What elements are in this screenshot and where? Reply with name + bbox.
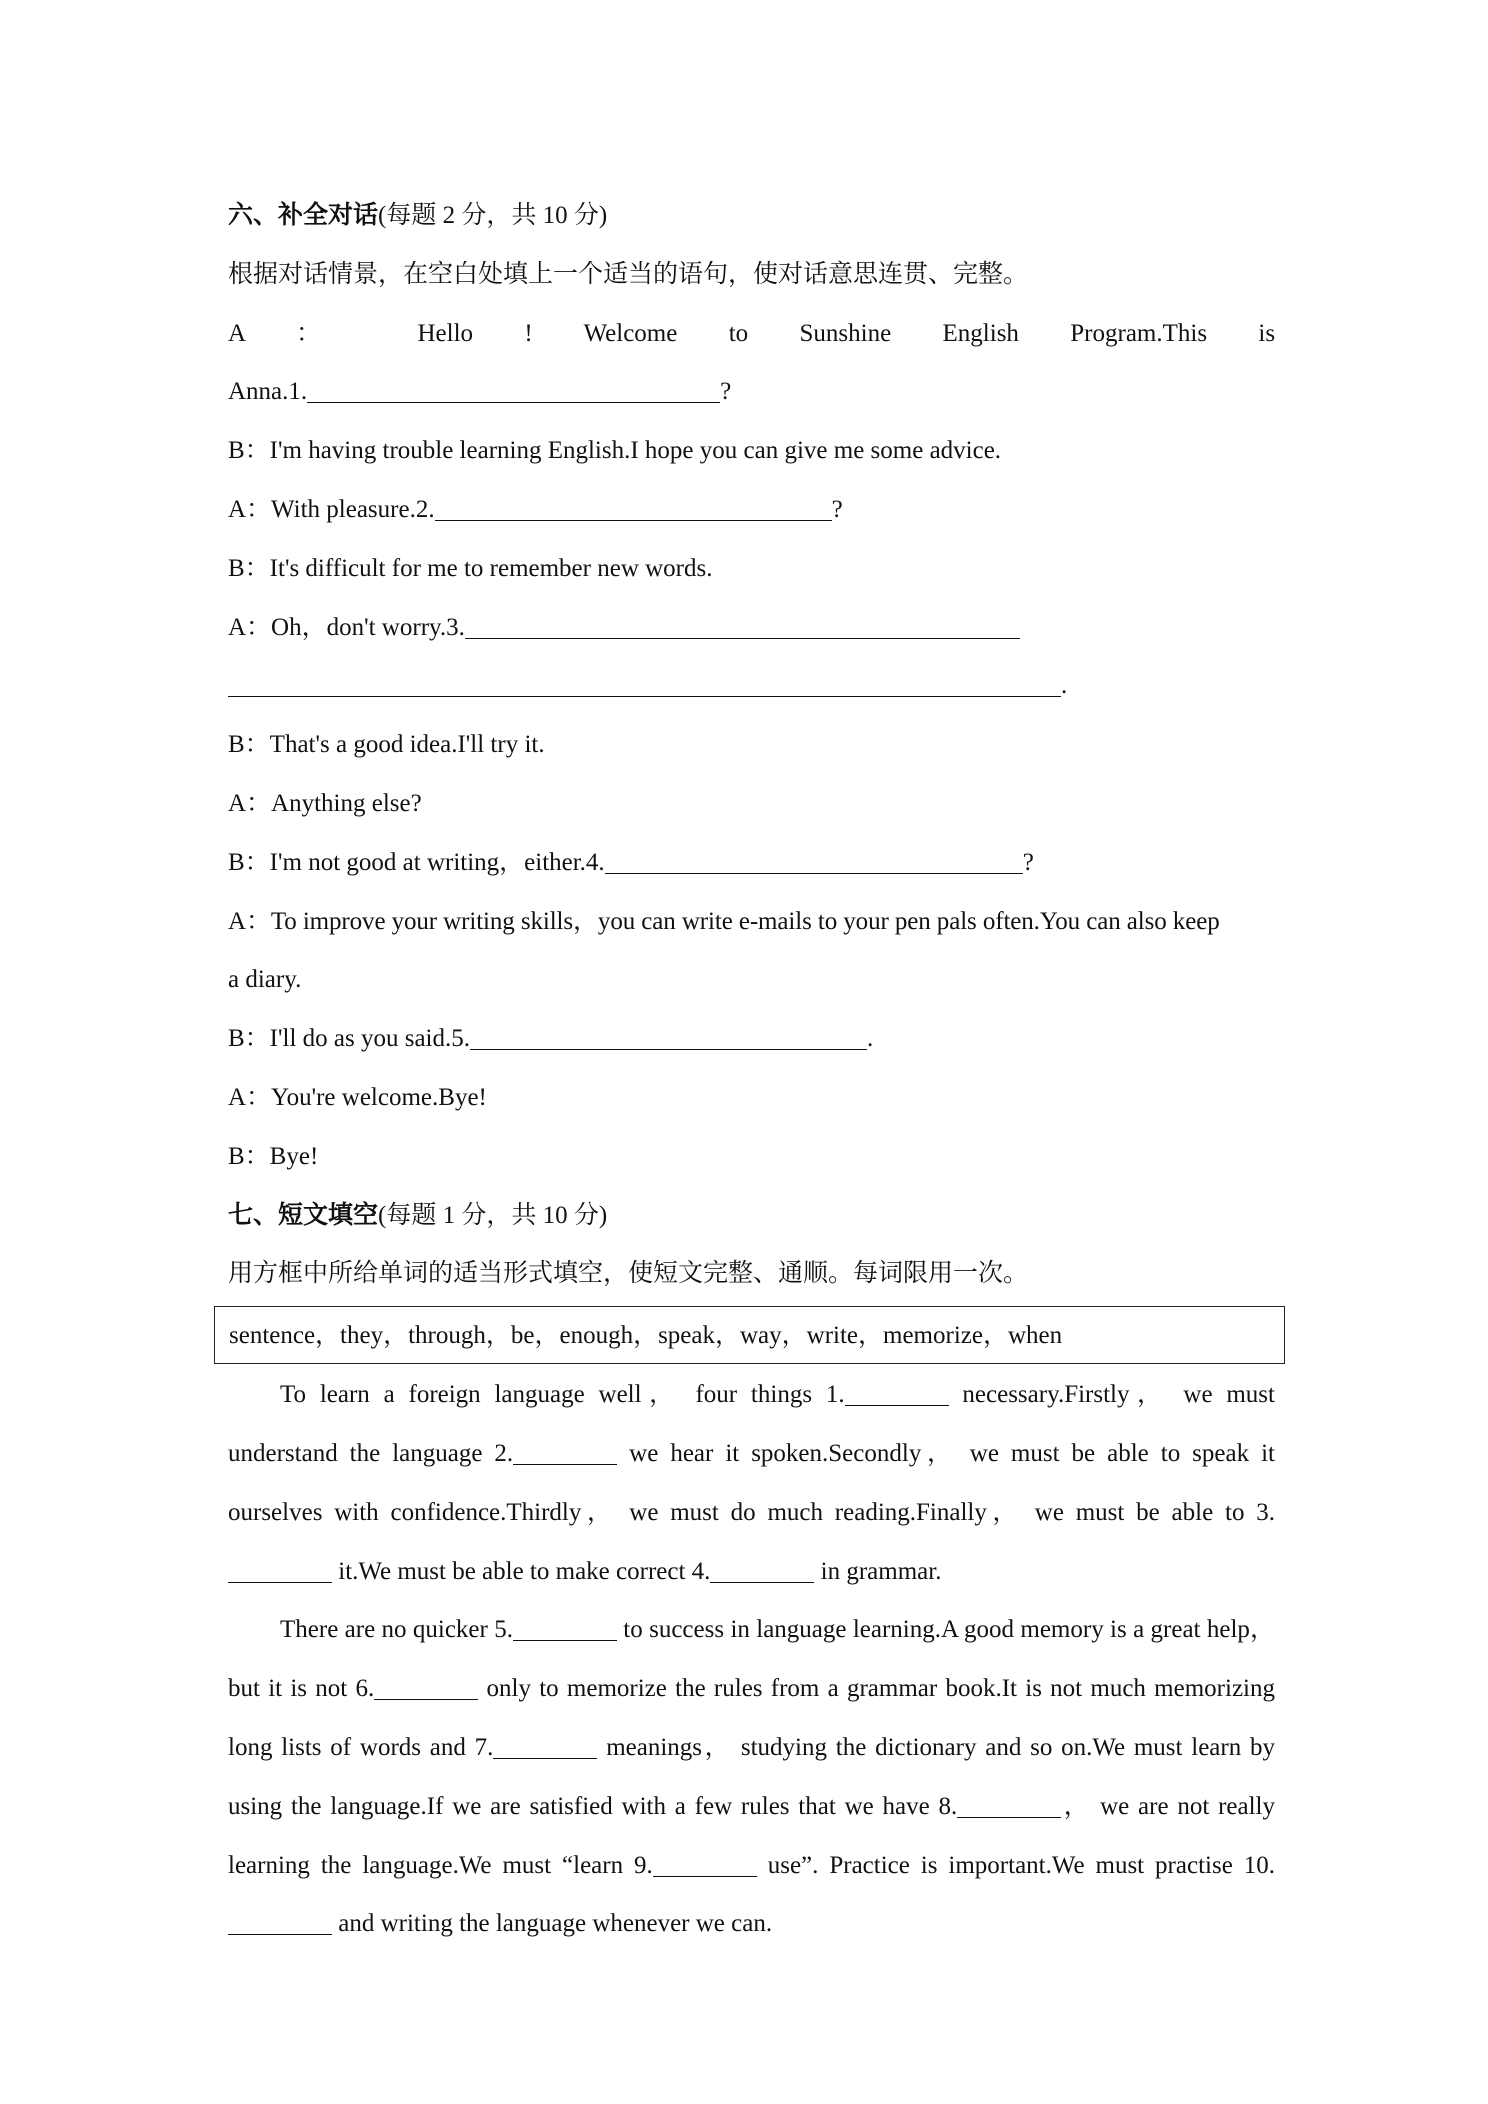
dialogue-line-3: B：I'm having trouble learning English.I hope you can give me some advice.	[228, 437, 1002, 465]
dialogue-line-10	[228, 834, 1275, 893]
line-text: B：I'm not good at writing，either.4.	[228, 848, 605, 876]
passage-text: it.We must be able to make correct 4.	[332, 1557, 711, 1585]
line-text: ?	[831, 495, 843, 523]
line-text: ?	[720, 378, 732, 406]
dialogue-line-2	[228, 363, 1275, 422]
word: !	[524, 319, 533, 347]
dialogue-line-14: A：You're welcome.Bye!	[228, 1083, 487, 1111]
answer-blank-1[interactable]	[307, 401, 720, 403]
passage-blank-9[interactable]	[653, 1875, 757, 1877]
word: Program.This	[1070, 319, 1208, 347]
passage-blank-8[interactable]	[957, 1816, 1061, 1818]
dialogue-line-13	[228, 1010, 1275, 1069]
worksheet-page	[228, 187, 1275, 1954]
word: Welcome	[583, 319, 678, 347]
word: is	[1258, 319, 1275, 347]
passage-paragraph-2	[228, 1601, 1275, 1954]
passage-text: only to memorize the rules from a grammar book.It is not much memorizing long lists of words and 7.	[228, 1675, 1275, 1761]
passage-text: and writing the language whenever we can.	[332, 1910, 773, 1938]
passage-text: use”. Practice is important.We must practise 10.	[756, 1851, 1275, 1879]
passage-blank-10[interactable]	[228, 1933, 332, 1935]
passage-blank-5[interactable]	[513, 1639, 617, 1641]
word-box: sentence，they，through，be，enough，speak，way，write，memorize，when	[214, 1306, 1285, 1364]
section7-instruction: 用方框中所给单词的适当形式填空，使短文完整、通顺。每词限用一次。	[228, 1260, 1029, 1288]
word: Hello	[417, 319, 474, 347]
passage-blank-4[interactable]	[710, 1581, 814, 1583]
answer-blank-5[interactable]	[470, 1048, 867, 1050]
passage-text: To learn a foreign language well， four things 1.	[280, 1381, 845, 1409]
passage-paragraph-1	[228, 1366, 1275, 1601]
passage-text: meanings， studying the dictionary and so on.We must learn by using the language.If we are satisfied with a few rules that we have 8.	[228, 1733, 1275, 1820]
passage-text: we hear it spoken.Secondly， we must be able to speak it ourselves with confidence.Thirdly， we must do much reading.Finally， we must be able to 3.	[228, 1439, 1275, 1526]
dialogue-line-11: A：To improve your writing skills，you can write e-mails to your pen pals often.You can also keep	[228, 907, 1220, 935]
passage-text: There are no quicker 5.	[280, 1616, 513, 1644]
dialogue-line-12: a diary.	[228, 966, 302, 994]
answer-blank-3b[interactable]	[228, 695, 1061, 697]
word: English	[942, 319, 1019, 347]
dialogue-line-15: B：Bye!	[228, 1142, 319, 1170]
word: A	[228, 319, 245, 347]
section6-heading-bold: 六、补全对话	[228, 202, 379, 229]
passage-text: ， we are not really learning the language.We must “learn 9.	[228, 1792, 1275, 1879]
answer-blank-4[interactable]	[605, 872, 1023, 874]
dialogue-line-6	[228, 599, 1275, 658]
answer-blank-2[interactable]	[435, 519, 832, 521]
section7-heading-score: (每题 1 分，共 10 分)	[378, 1201, 608, 1229]
section6-heading-score: (每题 2 分，共 10 分)	[378, 202, 608, 229]
passage-text: necessary.Firstly， we must understand the language 2.	[228, 1381, 1275, 1467]
line-text: A：With pleasure.2.	[228, 495, 435, 523]
section7-heading-bold: 七、短文填空	[228, 1201, 379, 1229]
word: Sunshine	[799, 319, 892, 347]
passage-text: in grammar.	[814, 1557, 942, 1585]
line-text: Anna.1.	[228, 378, 308, 406]
dialogue-line-4	[228, 481, 1275, 540]
section7-heading	[228, 1187, 1275, 1246]
passage-blank-6[interactable]	[374, 1698, 478, 1700]
section6-heading	[228, 187, 1275, 246]
line-text: ?	[1022, 848, 1034, 876]
word: ：	[296, 319, 367, 347]
passage-blank-3[interactable]	[228, 1581, 332, 1583]
line-text: A：Oh，don't worry.3.	[228, 613, 465, 641]
line-text: .	[1061, 672, 1068, 700]
section6-instruction: 根据对话情景，在空白处填上一个适当的语句，使对话意思连贯、完整。	[228, 260, 1029, 288]
word: to	[728, 319, 749, 347]
dialogue-line-7	[228, 657, 1275, 716]
dialogue-line-5: B：It's difficult for me to remember new words.	[228, 554, 713, 582]
dialogue-line-8: B：That's a good idea.I'll try it.	[228, 731, 545, 759]
passage-blank-7[interactable]	[493, 1757, 597, 1759]
dialogue-line-9: A：Anything else?	[228, 789, 422, 817]
dialogue-line-1	[228, 305, 1275, 364]
passage-blank-2[interactable]	[513, 1463, 617, 1465]
answer-blank-3a[interactable]	[465, 637, 1020, 639]
line-text: B：I'll do as you said.5.	[228, 1025, 470, 1053]
line-text: .	[867, 1025, 874, 1053]
passage-blank-1[interactable]	[845, 1404, 949, 1406]
passage-text: to success in language learning.A good memory is a great help， but it is not 6.	[228, 1616, 1275, 1703]
